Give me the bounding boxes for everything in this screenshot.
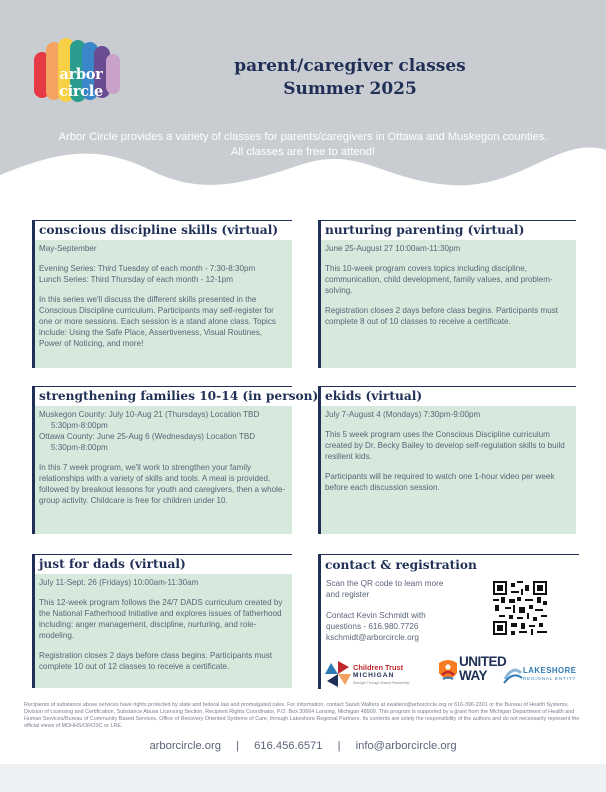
class-dates: June 25-August 27 10:00am-11:30pm: [325, 244, 461, 253]
pinwheel-icon: [325, 661, 351, 687]
class-registration: Registration closes 2 days before class begins. Participants must complete 8 out of 10 classes to receive a certificate.: [325, 306, 559, 326]
lre-line-2: REGIONAL ENTITY: [523, 676, 577, 681]
card-conscious-discipline: [32, 220, 292, 368]
logo-wordmark: arbor circle: [59, 66, 103, 100]
page-title: [200, 55, 500, 101]
lunch-series: Lunch Series: Third Thursday of each month - 12-1pm: [39, 275, 234, 284]
footer-website-link[interactable]: arborcircle.org: [149, 740, 221, 752]
class-description: In this 7 week program, we'll work to strengthen your family relationships with a variety of skills and tools. A meal is provided, followed by breakout lessons for youth and caregivers, then a whole-group activity. Childcare is free for children under 10.: [39, 463, 286, 505]
card-just-for-dads: [32, 554, 292, 688]
ottawa-time: 5:30pm-8:00pm: [51, 443, 108, 452]
contact-section: [318, 554, 579, 689]
contact-title: contact & registration: [325, 558, 477, 572]
footer-separator: |: [337, 740, 341, 752]
footer-contact-bar: [0, 740, 606, 752]
card-body: [321, 406, 576, 508]
ctm-tagline: Strength Through Shared Partnership: [353, 681, 410, 685]
page-bottom-strip: [0, 764, 606, 792]
class-description: In this series we'll discuss the different skills presented in the Conscious Discipline curriculum. Participants may self-register for one or more sessions. Each session is a stand alone class. Topics include: Using the Safe Place, Assertiveness, Visual Routines, Power of Noticing, and more!: [39, 295, 276, 348]
card-title: conscious discipline skills (virtual): [35, 220, 292, 240]
class-description: This 10-week program covers topics including discipline, communication, child development, family values, and problem-solving.: [325, 264, 553, 295]
card-body: [35, 240, 292, 364]
card-strengthening-families: [32, 386, 319, 534]
class-dates: July 7-August 4 (Mondays) 7:30pm-9:00pm: [325, 410, 481, 419]
class-registration: Registration closes 2 days before class begins. Participants must complete 10 out of 12 classes to receive a certificate.: [39, 651, 273, 671]
title-line-2: Summer 2025: [283, 79, 417, 99]
class-description: This 5 week program uses the Conscious Discipline curriculum created by Dr. Becky Bailey to develop self-regulation skills to build resilient kids.: [325, 430, 565, 461]
card-title: ekids (virtual): [321, 386, 576, 406]
contact-email[interactable]: kschmidt@arborcircle.org: [326, 633, 419, 642]
card-title: just for dads (virtual): [35, 554, 292, 574]
qr-code-icon[interactable]: [493, 581, 547, 635]
card-body: [321, 240, 576, 342]
card-nurturing-parenting: [318, 220, 576, 368]
legal-fine-print: Recipients of substance abuse services have rights protected by state and federal law and promulgated rules. For information, contact Sarah Walters at swalters@arborcircle.org or 616-396-2301 or the Bureau of Health Systems, Division of Licensing and Certification, Substance Abuse Licensing Section, Recipient Rights Coordinator, P.O. Box 30664 Lansing, Michigan 48909. This program is supported by a grant from the Michigan Department of Health and Human Services/Bureau of Community Based Services, Office of Recovery Oriented Systems of Care, through Lakeshore Regional Partners. Its contents are solely the responsibility of the authors and do not necessarily represent the official views of MDHHS/OROSC or LRE.: [24, 702, 580, 729]
lre-line-1: LAKESHORE: [523, 666, 577, 675]
children-trust-michigan-logo: [325, 659, 435, 687]
contact-person: Contact Kevin Schmidt with questions - 616.980.7726: [326, 611, 426, 631]
intro-line-2: All classes are free to attend!: [230, 146, 376, 158]
sponsor-logos: [325, 655, 579, 689]
card-ekids: [318, 386, 576, 534]
contact-text: [321, 575, 461, 656]
ottawa-schedule: Ottawa County: June 25-Aug 6 (Wednesdays) Location TBD: [39, 432, 256, 441]
class-dates: July 11-Sept. 26 (Fridays) 10:00am-11:30am: [39, 578, 199, 587]
qr-instructions: Scan the QR code to learn more and register: [326, 579, 444, 599]
wave-icon: [503, 663, 523, 685]
title-line-1: parent/caregiver classes: [234, 56, 466, 76]
muskegon-schedule: Muskegon County: July 10-Aug 21 (Thursdays) Location TBD: [39, 410, 260, 419]
footer-phone[interactable]: 616.456.6571: [254, 740, 323, 752]
card-body: [35, 574, 292, 687]
united-way-logo: [437, 654, 507, 689]
card-title: strengthening families 10-14 (in person): [35, 386, 292, 406]
united-way-hand-icon: [437, 659, 459, 685]
uw-line-1: UNITED: [459, 654, 507, 669]
ctm-line-2: MICHIGAN: [353, 672, 395, 679]
class-requirement: Participants will be required to watch one 1-hour video per week before each discussion session.: [325, 472, 555, 492]
footer-separator: |: [236, 740, 239, 752]
card-body: [35, 406, 292, 521]
intro-text: [30, 130, 576, 160]
class-description: This 12-week program follows the 24/7 DADS curriculum created by the National Fatherhood Initiative and explores issues of fatherhood including: anger management, discipline, nurturing, and role-modeling.: [39, 598, 283, 640]
footer-email-link[interactable]: info@arborcircle.org: [355, 740, 457, 752]
class-dates: May-September: [39, 244, 97, 253]
intro-line-1: Arbor Circle provides a variety of classes for parents/caregivers in Ottawa and Muskegon counties.: [58, 131, 548, 143]
card-title: nurturing parenting (virtual): [321, 220, 576, 240]
uw-line-2: WAY: [459, 668, 488, 683]
lakeshore-regional-entity-logo: [503, 661, 583, 689]
ctm-line-1: Children Trust: [353, 663, 404, 672]
evening-series: Evening Series: Third Tuesday of each month - 7:30-8:30pm: [39, 264, 256, 273]
muskegon-time: 5:30pm-8:00pm: [51, 421, 108, 430]
united-way-wordmark: [459, 655, 506, 683]
